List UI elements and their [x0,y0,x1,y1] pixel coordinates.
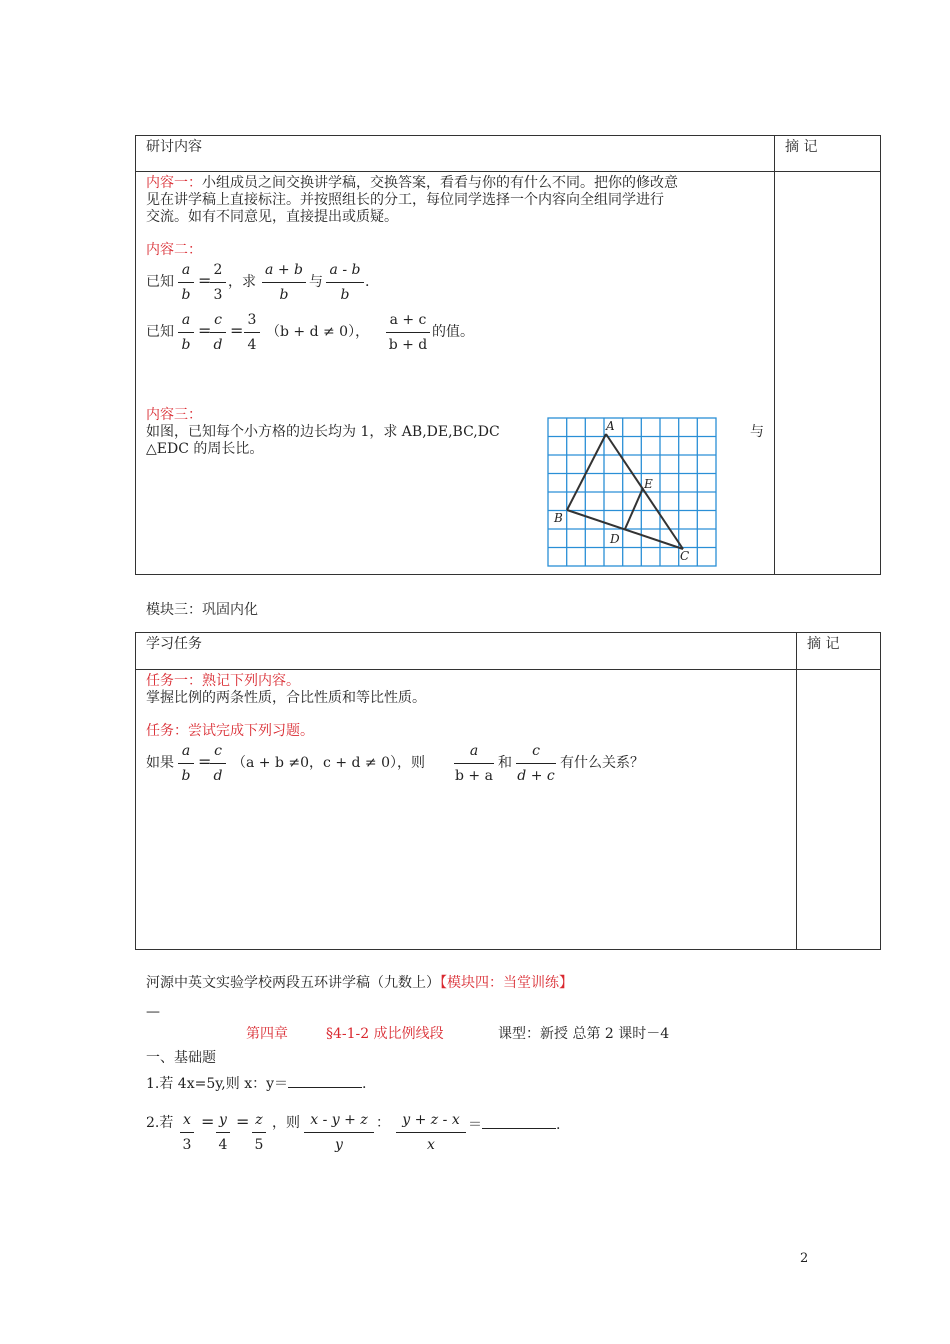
label-e: E [644,477,653,491]
school-name: 河源中英文实验学校两段五环讲学稿（九数上） [146,975,440,991]
question-1 [146,1073,366,1093]
equals-sign-3: = [230,321,244,340]
task2-equals: = [198,752,212,771]
label-d: D [610,532,620,546]
task1-title: 任务一：熟记下列内容。 [146,673,300,689]
lesson-type: 课型：新授 总第 2 课时－4 [498,1026,670,1042]
table2-column-divider [796,632,797,950]
table2-header-right: 摘 记 [807,636,840,652]
module3-title: 模块三：巩固内化 [146,602,258,618]
content1 [146,174,678,192]
question-2-tail [468,1114,560,1134]
question-2-prefix: 2.若 [146,1115,174,1131]
module4-title: 【模块四：当堂训练】 [440,975,573,991]
task2-fraction-c-over-d-plus-c: c d + c [517,743,555,784]
page-number: 2 [800,1251,809,1266]
fraction-a-over-b: a b [178,260,194,305]
question-2-equals: ＝ [468,1117,482,1133]
q2-equals-2: = [236,1112,250,1131]
task2-condition: （a + b ≠0，c + d ≠ 0），则 [232,755,425,771]
chapter-label: 第四章 [246,1026,288,1042]
school-header [146,974,573,992]
fraction-2-over-3: 2 3 [210,260,226,305]
content3-line1-tail: 与 [750,424,764,440]
task2-prefix: 如果 [146,755,174,771]
answer-blank-1[interactable] [288,1073,362,1088]
content2-q1-end: . [365,274,370,290]
content2-q2-condition: （b + d ≠ 0）， [266,324,370,340]
content1-line1: 小组成员之间交换讲学稿，交换答案，看看与你的有什么不同。把你的修改意 [202,175,678,191]
label-c: C [680,549,690,563]
q2-equals-1: = [201,1112,215,1131]
table1-column-divider [774,135,775,575]
fraction-x-over-3: x 3 [180,1110,194,1155]
question-2-colon: ： [376,1115,390,1131]
content1-title: 内容一： [146,175,202,191]
answer-blank-2[interactable] [482,1114,556,1129]
question-2-end: . [556,1117,561,1133]
content2-q1-mid: ，求 [228,274,256,290]
content3-line1: 如图，已知每个小方格的边长均为 1，求 AB,DE,BC,DC [146,424,500,440]
section-label: §4-1-2 成比例线段 [326,1026,444,1042]
content2-q2-prefix: 已知 [146,324,174,340]
fraction-y-plus-z-minus-x-over-x: y + z - x x [396,1110,466,1155]
fraction-c-over-d: c d [210,310,226,355]
task2-end: 有什么关系？ [560,755,644,771]
content2-q2-end: 的值。 [432,324,474,340]
grid-figure [538,412,744,574]
question-1-text: 1.若 4x=5y,则 x：y＝ [146,1076,289,1092]
task2-and: 和 [498,755,512,771]
content2-title: 内容二： [146,242,202,258]
content2-q1-and: 与 [309,274,323,290]
task2-fraction-a-over-b: a b [178,741,194,786]
task2-fraction-a-over-b-plus-a: a b + a [455,743,493,784]
fraction-3-over-4: 3 4 [244,310,260,355]
label-a: A [606,419,615,433]
content2-q1-prefix: 已知 [146,274,174,290]
fraction-a-plus-c-over-b-plus-d: a + c b + d [386,310,430,355]
fraction-z-over-5: z 5 [252,1110,266,1155]
content1-line3: 交流。如有不同意见，直接提出或质疑。 [146,209,398,225]
table1-header-right: 摘 记 [785,139,818,155]
equals-sign-2: = [198,321,212,340]
table1-header-divider [135,171,881,172]
fraction-x-minus-y-plus-z-over-y: x - y + z y [304,1110,374,1155]
table2-header-divider [135,669,881,670]
equals-sign: = [198,271,212,290]
question-2-mid: ，则 [272,1115,300,1131]
content3-line2: △EDC 的周长比。 [146,441,264,457]
table2-header-left: 学习任务 [146,636,202,652]
fraction-a-over-b-2: a b [178,310,194,355]
label-b: B [554,511,563,525]
fraction-y-over-4: y 4 [216,1110,230,1155]
fraction-a-plus-b-over-b: a + b b [262,260,306,305]
question-1-end: . [362,1076,367,1092]
fraction-a-minus-b-over-b: a - b b [326,260,364,305]
task2-fraction-c-over-d: c d [210,741,226,786]
task1-line: 掌握比例的两条性质，合比性质和等比性质。 [146,690,426,706]
grid-triangle-diagram [538,412,744,574]
task2-title: 任务：尝试完成下列习题。 [146,723,314,739]
header-dash: — [146,1004,160,1020]
content1-line2: 见在讲学稿上直接标注。并按照组长的分工，每位同学选择一个内容向全组同学进行 [146,192,664,208]
basic-title: 一、基础题 [146,1050,216,1066]
content3-title: 内容三： [146,407,202,423]
table1-header-left: 研讨内容 [146,139,202,155]
